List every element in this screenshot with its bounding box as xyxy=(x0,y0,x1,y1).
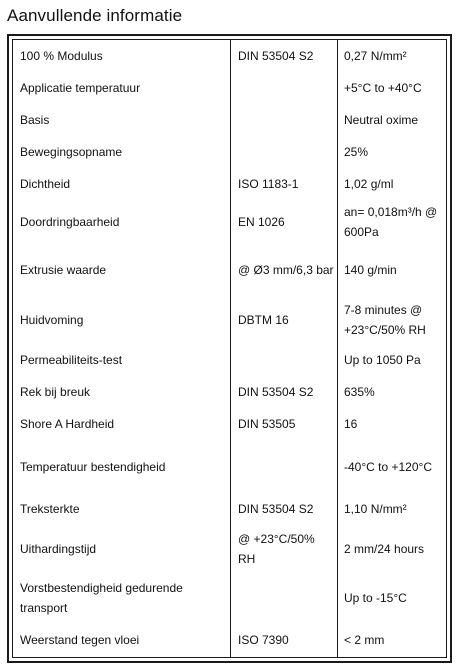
table-row xyxy=(13,440,446,493)
value-cell-text: 1,10 N/mm² xyxy=(344,502,407,516)
property-cell-text: Vorstbestendigheid gedurende transport xyxy=(20,581,183,615)
standard-cell-text: DBTM 16 xyxy=(238,313,289,327)
value-cell-text: -40°C to +120°C xyxy=(344,459,432,474)
property-cell-text: Extrusie waarde xyxy=(20,262,107,277)
value-cell xyxy=(344,40,448,72)
property-cell xyxy=(20,200,226,243)
table-row xyxy=(13,168,446,200)
property-cell xyxy=(20,296,226,344)
table-row xyxy=(13,200,446,243)
standard-cell xyxy=(238,376,334,408)
standard-cell xyxy=(238,168,334,200)
property-cell xyxy=(20,493,226,525)
table-row xyxy=(13,136,446,168)
standard-cell xyxy=(238,624,334,655)
standard-cell-text: DIN 53504 S2 xyxy=(238,502,314,516)
value-cell xyxy=(344,624,448,655)
value-cell-text: 140 g/min xyxy=(344,262,397,277)
value-cell xyxy=(344,136,448,168)
property-cell xyxy=(20,136,226,168)
property-cell xyxy=(20,40,226,72)
standard-cell xyxy=(238,72,334,104)
standard-cell xyxy=(238,136,334,168)
value-cell-text: 635% xyxy=(344,385,375,399)
property-cell xyxy=(20,376,226,408)
standard-cell-text: DIN 53504 S2 xyxy=(238,385,314,399)
property-cell-text: Dichtheid xyxy=(20,177,71,191)
value-cell-text: 7-8 minutes @ +23°C/50% RH xyxy=(344,303,426,337)
standard-cell-text: EN 1026 xyxy=(238,214,285,229)
property-cell-text: Rek bij breuk xyxy=(20,385,91,399)
value-cell xyxy=(344,104,448,136)
standard-cell xyxy=(238,525,334,572)
standard-cell-text: DIN 53505 xyxy=(238,417,296,431)
value-cell xyxy=(344,243,448,296)
property-cell-text: Basis xyxy=(20,113,50,127)
property-cell xyxy=(20,440,226,493)
property-cell xyxy=(20,624,226,655)
value-cell xyxy=(344,493,448,525)
standard-cell xyxy=(238,440,334,493)
value-cell xyxy=(344,376,448,408)
info-table-body xyxy=(12,39,447,658)
property-cell-text: Temperatuur bestendigheid xyxy=(20,459,166,474)
standard-cell-text: @ Ø3 mm/6,3 bar xyxy=(238,262,334,277)
standard-cell xyxy=(238,200,334,243)
standard-cell-text: @ +23°C/50% RH xyxy=(238,531,315,566)
value-cell xyxy=(344,200,448,243)
property-cell-text: Permeabiliteits-test xyxy=(20,353,123,367)
value-cell xyxy=(344,440,448,493)
standard-cell-text: ISO 1183-1 xyxy=(238,177,299,191)
table-row xyxy=(13,40,446,72)
table-row xyxy=(13,376,446,408)
property-cell-text: Uithardingstijd xyxy=(20,541,97,556)
table-row xyxy=(13,296,446,344)
value-cell-text: an= 0,018m³/h @ 600Pa xyxy=(344,204,438,239)
standard-cell xyxy=(238,408,334,440)
standard-cell xyxy=(238,243,334,296)
standard-cell xyxy=(238,572,334,624)
value-cell xyxy=(344,525,448,572)
property-cell xyxy=(20,344,226,376)
value-cell xyxy=(344,408,448,440)
value-cell xyxy=(344,572,448,624)
standard-cell xyxy=(238,344,334,376)
value-cell-text: 2 mm/24 hours xyxy=(344,541,425,556)
value-cell-text: < 2 mm xyxy=(344,632,385,647)
value-cell xyxy=(344,344,448,376)
standard-cell xyxy=(238,104,334,136)
property-cell xyxy=(20,243,226,296)
value-cell xyxy=(344,72,448,104)
property-cell-text: Weerstand tegen vloei xyxy=(20,632,140,647)
property-cell xyxy=(20,408,226,440)
property-cell-text: Applicatie temperatuur xyxy=(20,81,141,95)
table-row xyxy=(13,344,446,376)
property-cell xyxy=(20,104,226,136)
standard-cell xyxy=(238,296,334,344)
table-row xyxy=(13,493,446,525)
standard-cell xyxy=(238,40,334,72)
value-cell-text: 1,02 g/ml xyxy=(344,177,394,191)
table-row xyxy=(13,572,446,624)
standard-cell-text: DIN 53504 S2 xyxy=(238,49,314,63)
value-cell-text: Neutral oxime xyxy=(344,113,419,127)
property-cell-text: Bewegingsopname xyxy=(20,145,123,159)
table-row xyxy=(13,408,446,440)
value-cell xyxy=(344,296,448,344)
section-title: Aanvullende informatie xyxy=(7,6,183,25)
table-row xyxy=(13,525,446,572)
property-cell xyxy=(20,572,226,624)
table-row xyxy=(13,104,446,136)
value-cell-text: 25% xyxy=(344,145,369,159)
value-cell-text: 0,27 N/mm² xyxy=(344,49,407,63)
standard-cell xyxy=(238,493,334,525)
table-row xyxy=(13,624,446,655)
info-table xyxy=(7,34,452,663)
property-cell-text: Doordringbaarheid xyxy=(20,214,120,229)
table-row xyxy=(13,243,446,296)
property-cell-text: 100 % Modulus xyxy=(20,49,103,63)
property-cell xyxy=(20,525,226,572)
property-cell-text: Huidvoming xyxy=(20,313,84,327)
standard-cell-text: ISO 7390 xyxy=(238,632,289,647)
property-cell xyxy=(20,72,226,104)
value-cell-text: +5°C to +40°C xyxy=(344,81,422,95)
property-cell-text: Treksterkte xyxy=(20,502,80,516)
property-cell-text: Shore A Hardheid xyxy=(20,417,115,431)
table-row xyxy=(13,72,446,104)
value-cell-text: Up to 1050 Pa xyxy=(344,353,421,367)
value-cell-text: 16 xyxy=(344,417,358,431)
value-cell xyxy=(344,168,448,200)
property-cell xyxy=(20,168,226,200)
value-cell-text: Up to -15°C xyxy=(344,591,407,605)
